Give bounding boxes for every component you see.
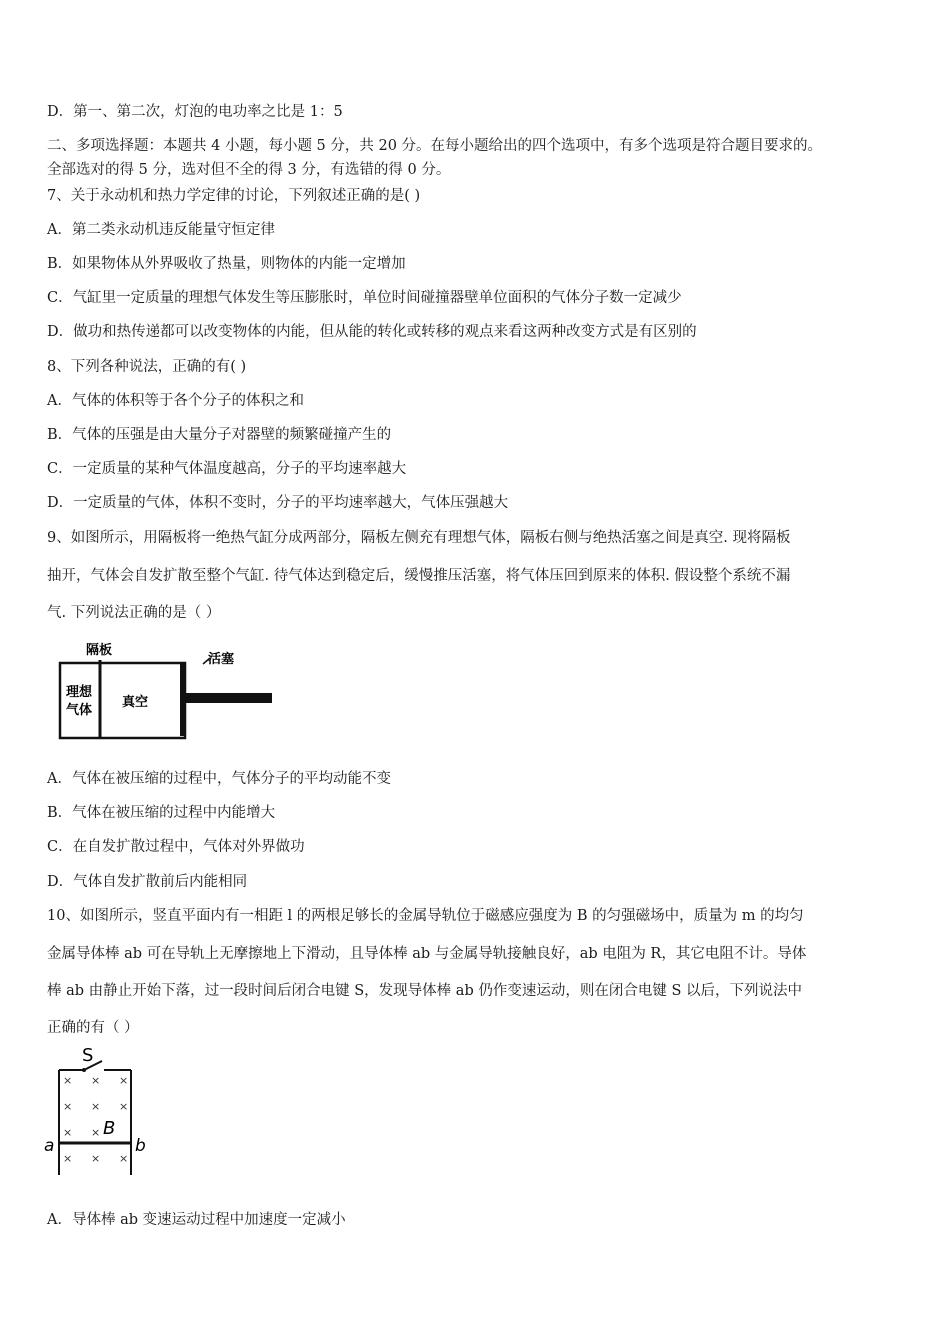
figure-10-rails: [40, 1045, 160, 1180]
figure-9-cylinder: [50, 636, 280, 748]
label-switch: S: [82, 1045, 94, 1066]
question-10-line1: 10、如图所示，竖直平面内有一相距 l 的两根足够长的金属导轨位于磁感应强度为 B 的匀强磁场中，质量为 m 的均匀: [47, 908, 804, 924]
cross-mark: ×: [119, 1100, 129, 1113]
cross-mark: ×: [91, 1126, 101, 1139]
q9-option-d: D．气体自发扩散前后内能相同: [47, 874, 248, 890]
label-vacuum: 真空: [122, 695, 149, 710]
label-b: b: [135, 1136, 146, 1156]
question-9-line1: 9、如图所示，用隔板将一绝热气缸分成两部分，隔板左侧充有理想气体，隔板右侧与绝热活塞之间是真空. 现将隔板: [47, 530, 791, 546]
label-field: B: [103, 1118, 116, 1139]
q8-option-c: C．一定质量的某种气体温度越高，分子的平均速率越大: [47, 461, 407, 477]
q7-option-d: D．做功和热传递都可以改变物体的内能，但从能的转化或转移的观点来看这两种改变方式是有区别的: [47, 324, 697, 340]
q7-option-b: B．如果物体从外界吸收了热量，则物体的内能一定增加: [47, 256, 406, 272]
cross-mark: ×: [63, 1126, 73, 1139]
q9-option-c: C．在自发扩散过程中，气体对外界做功: [47, 839, 305, 855]
question-9-line2: 抽开，气体会自发扩散至整个气缸. 待气体达到稳定后，缓慢推压活塞，将气体压回到原来的体积. 假设整个系统不漏: [47, 568, 791, 584]
q7-option-c: C．气缸里一定质量的理想气体发生等压膨胀时，单位时间碰撞器壁单位面积的气体分子数一定减少: [47, 290, 682, 306]
option-d-prev: D．第一、第二次，灯泡的电功率之比是 1：5: [47, 104, 343, 120]
q9-option-b: B．气体在被压缩的过程中内能增大: [47, 805, 276, 821]
q8-option-a: A．气体的体积等于各个分子的体积之和: [47, 393, 304, 409]
q8-option-b: B．气体的压强是由大量分子对器壁的频繁碰撞产生的: [47, 427, 392, 443]
q8-option-d: D．一定质量的气体，体积不变时，分子的平均速率越大，气体压强越大: [47, 495, 509, 511]
section-header: 二、多项选择题：本题共 4 小题，每小题 5 分，共 20 分。在每小题给出的四个选项中，有多个选项是符合题目要求的。: [47, 138, 823, 154]
question-7: 7、关于永动机和热力学定律的讨论，下列叙述正确的是( ): [47, 188, 421, 204]
question-8: 8、下列各种说法，正确的有( ): [47, 359, 247, 375]
label-piston: 活塞: [208, 652, 235, 667]
q7-option-a: A．第二类永动机违反能量守恒定律: [47, 222, 275, 238]
cross-mark: ×: [63, 1152, 73, 1165]
label-gas-2: 气体: [66, 703, 93, 718]
question-10-line2: 金属导体棒 ab 可在导轨上无摩擦地上下滑动，且导体棒 ab 与金属导轨接触良好，ab 电阻为 R，其它电阻不计。导体: [47, 946, 807, 962]
cross-mark: ×: [119, 1074, 129, 1087]
cross-mark: ×: [119, 1152, 129, 1165]
q9-option-a: A．气体在被压缩的过程中，气体分子的平均动能不变: [47, 771, 391, 787]
cross-mark: ×: [91, 1100, 101, 1113]
cross-mark: ×: [91, 1152, 101, 1165]
question-10-line3: 棒 ab 由静止开始下落，过一段时间后闭合电键 S，发现导体棒 ab 仍作变速运动，则在闭合电键 S 以后，下列说法中: [47, 983, 802, 999]
label-gas-1: 理想: [66, 685, 93, 700]
question-10-line4: 正确的有（ ）: [47, 1020, 139, 1036]
cross-mark: ×: [91, 1074, 101, 1087]
cross-mark: ×: [63, 1100, 73, 1113]
section-header-cont: 全部选对的得 5 分，选对但不全的得 3 分，有选错的得 0 分。: [47, 162, 451, 178]
label-a: a: [44, 1136, 55, 1156]
label-partition: 隔板: [86, 643, 113, 658]
q10-option-a: A．导体棒 ab 变速运动过程中加速度一定减小: [47, 1212, 346, 1228]
question-9-line3: 气. 下列说法正确的是（ ）: [47, 605, 221, 621]
cross-mark: ×: [63, 1074, 73, 1087]
